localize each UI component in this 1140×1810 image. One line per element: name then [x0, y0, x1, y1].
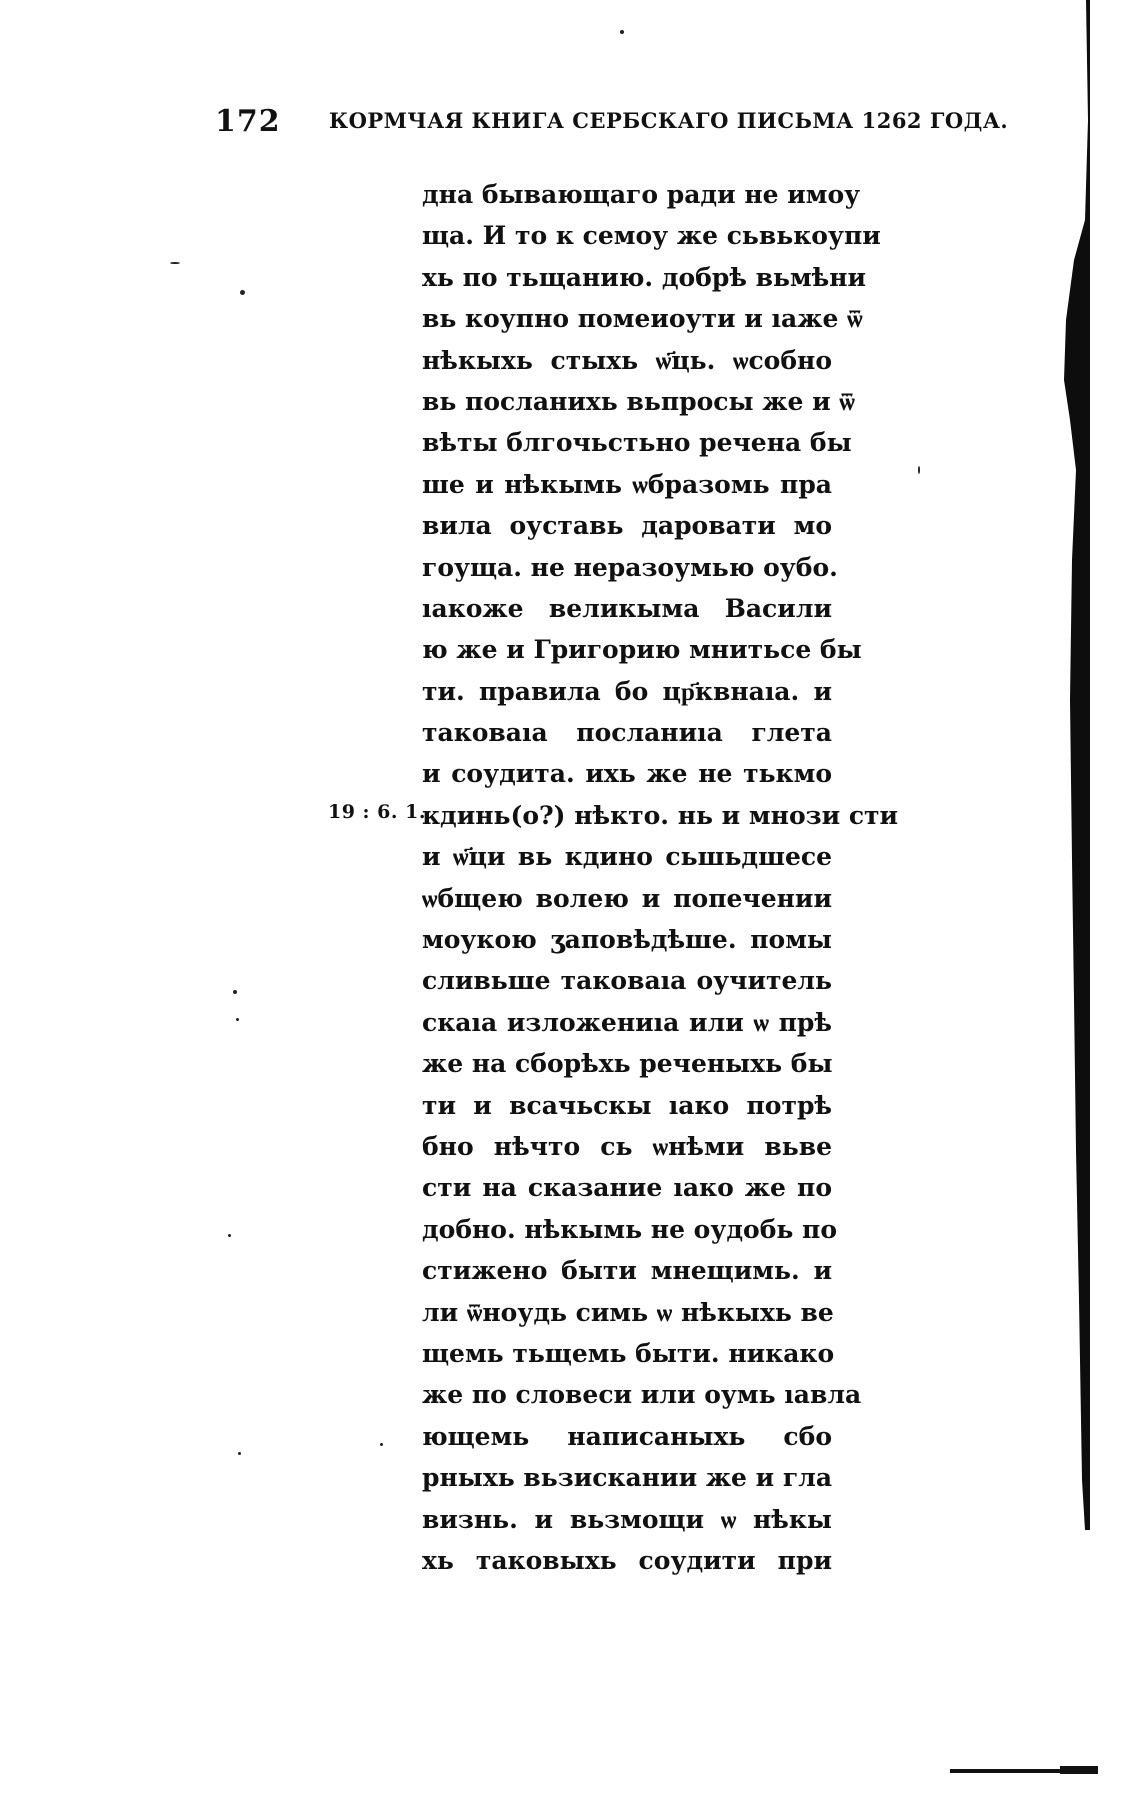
text-line: ща. И то к семоу же сьвькоупи — [422, 221, 881, 251]
text-line: скаıa изложениıa или ѡ прѣ — [422, 1007, 832, 1037]
page-header — [215, 104, 1009, 144]
text-line: кдинь(о?) нѣкто. нь и мнози сти — [422, 800, 899, 830]
text-line: ıaкоже великыма Васили — [422, 593, 832, 623]
text-line: стижено быти мнещимь. и — [422, 1256, 832, 1286]
print-speck — [170, 262, 180, 264]
text-line: дна бывающаго ради не имоу — [422, 180, 861, 209]
text-line: моукою ӡаповѣдѣше. помы — [422, 925, 832, 955]
text-line: бно нѣчто сь ѡнѣми вьве — [422, 1131, 832, 1161]
text-line: ти. правила бо цр҃квнаıa. и — [422, 676, 832, 706]
text-line: ѡбщею волею и попечении — [422, 883, 832, 913]
text-line: же по словеси или оумь ıaвла — [422, 1380, 862, 1410]
text-line: нѣкыхь стыхь ѡ҃ць. ѡсобно — [422, 345, 832, 375]
text-line: вѣты блгочьстьно речена бы — [422, 428, 852, 458]
print-speck — [620, 30, 624, 34]
text-line: хь таковыхь соудити при — [422, 1545, 832, 1575]
text-line: ти и всачьскы ıaко потрѣ — [422, 1090, 832, 1120]
text-line: вь посланихь вьпросы же и ѿ — [422, 386, 855, 416]
text-line: щемь тьщемь быти. никако — [422, 1338, 835, 1368]
text-line: ли ѿноудь симь ѡ нѣкыхь ве — [422, 1297, 834, 1327]
text-line: рныхь вьзискании же и гла — [422, 1463, 833, 1493]
print-speck — [380, 1443, 383, 1446]
print-speck — [238, 1452, 241, 1455]
text-column — [422, 174, 899, 1581]
text-line: ше и нѣкымь ѡбразомь пра — [422, 469, 832, 499]
page-number: 172 — [215, 104, 281, 139]
text-line: визнь. и вьзмощи ѡ нѣкы — [422, 1504, 832, 1534]
text-line: ю же и Григорию мнитьсе бы — [422, 635, 862, 665]
text-line: вила оуставь даровати мо — [422, 511, 832, 541]
print-speck — [918, 466, 920, 474]
text-line: сливьше таковаıa оучитель — [422, 966, 832, 996]
print-speck — [240, 290, 245, 295]
margin-reference: 19 : 6. 1. — [328, 801, 426, 823]
text-line: же на сборѣхь реченыхь бы — [422, 1049, 833, 1079]
text-line: гоуща. не неразоумью оубо. — [422, 552, 838, 582]
print-speck — [233, 990, 237, 994]
bottom-rule — [950, 1769, 1098, 1773]
print-speck — [228, 1234, 231, 1237]
text-line: и ѡ҃ци вь кдино сьшьдшесе — [422, 842, 832, 872]
page-edge-shadow — [1052, 0, 1092, 1530]
text-line: вь коупно помеиоути и ıaже ѿ — [422, 304, 863, 334]
print-speck — [236, 1018, 239, 1021]
text-line: сти на сказание ıaко же по — [422, 1173, 832, 1203]
running-title: КОРМЧАЯ КНИГА СЕРБСКАГО ПИСЬМА 1262 ГОДА. — [329, 108, 1009, 133]
text-line: таковаıa посланиıa глета — [422, 718, 832, 748]
text-line: добно. нѣкымь не оудобь по — [422, 1214, 838, 1244]
text-line: и соудита. ихь же не тькмо — [422, 759, 832, 789]
text-line: ющемь написаныхь сбо — [422, 1421, 832, 1451]
text-line: хь по тьщанию. добрѣ вьмѣни — [422, 262, 867, 292]
